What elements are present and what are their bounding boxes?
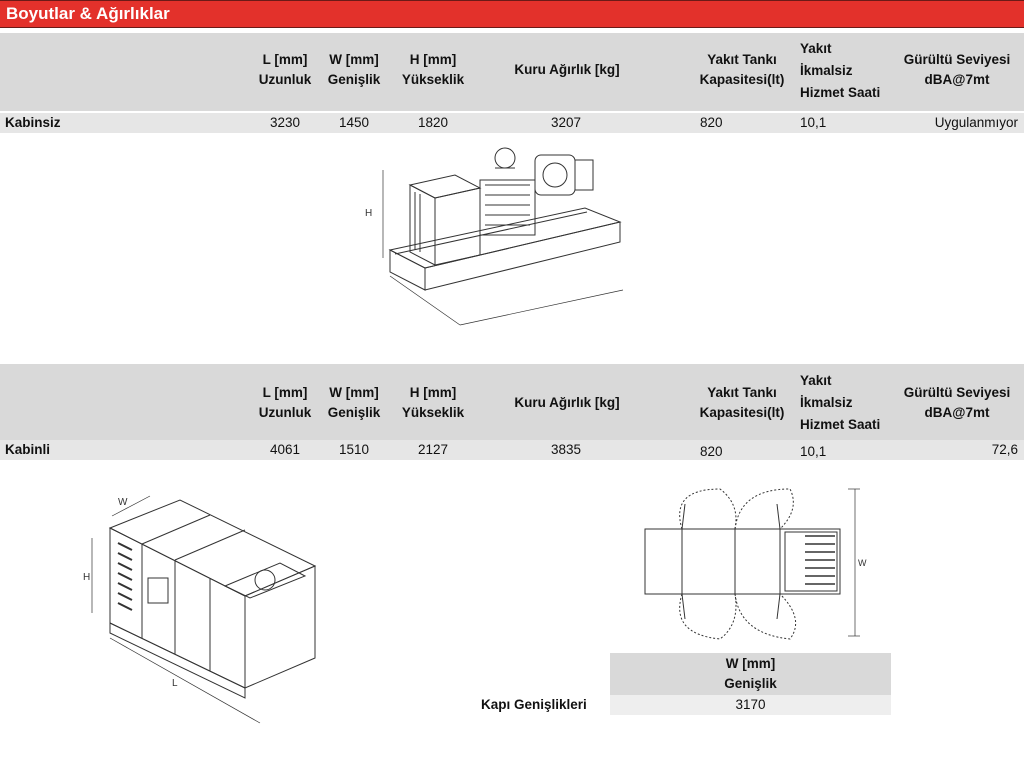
cell-service: 10,1 xyxy=(800,444,827,459)
section-title-bar xyxy=(0,0,1024,28)
section-title: Boyutlar & Ağırlıklar xyxy=(6,4,170,23)
header-service: Yakıt İkmalsiz Hizmet Saati xyxy=(800,373,881,432)
row-label: Kabinsiz xyxy=(5,115,61,130)
cell-length: 3230 xyxy=(270,115,301,130)
header-noise: Gürültü Seviyesi dBA@7mt xyxy=(903,385,1011,420)
door-width-header: W [mm] Genişlik xyxy=(610,653,891,695)
header-service: Yakıt İkmalsiz Hizmet Saati xyxy=(800,41,881,100)
door-opening-plan-drawing xyxy=(640,484,870,644)
cell-height: 1820 xyxy=(418,115,449,130)
header-height: H [mm] Yükseklik xyxy=(401,52,465,87)
cell-noise: 72,6 xyxy=(991,442,1018,457)
door-width-value: 3170 xyxy=(610,695,891,715)
header-tank: Yakıt Tankı Kapasitesi(lt) xyxy=(699,385,785,420)
dimension-w-mark: W xyxy=(858,558,867,568)
header-tank: Yakıt Tankı Kapasitesi(lt) xyxy=(699,52,785,87)
cell-width: 1450 xyxy=(339,115,370,130)
header-weight: Kuru Ağırlık [kg] xyxy=(514,62,620,77)
dimension-l-mark: L xyxy=(172,678,178,689)
canopy-generator-drawing xyxy=(80,488,320,733)
dimension-h-mark: H xyxy=(365,208,373,219)
table-row-canopy xyxy=(0,440,1024,460)
header-noise: Gürültü Seviyesi dBA@7mt xyxy=(903,52,1011,87)
cell-service: 10,1 xyxy=(800,115,827,130)
door-width-label: Kapı Genişlikleri xyxy=(481,697,587,712)
cell-weight: 3207 xyxy=(551,115,582,130)
cell-tank: 820 xyxy=(700,115,723,130)
cell-width: 1510 xyxy=(339,442,370,457)
cell-noise: Uygulanmıyor xyxy=(934,115,1018,130)
cell-length: 4061 xyxy=(270,442,301,457)
cell-weight: 3835 xyxy=(551,442,582,457)
row-label: Kabinli xyxy=(5,442,51,457)
table-header-canopy xyxy=(0,364,1024,442)
header-height: H [mm] Yükseklik xyxy=(401,385,465,420)
table-header-open xyxy=(0,33,1024,111)
open-generator-drawing xyxy=(355,140,630,340)
header-weight: Kuru Ağırlık [kg] xyxy=(514,395,620,410)
table-row-open xyxy=(0,113,1024,133)
header-length: L [mm] Uzunluk xyxy=(258,52,312,87)
dimension-h-mark: H xyxy=(83,572,91,583)
header-length: L [mm] Uzunluk xyxy=(258,385,312,420)
cell-height: 2127 xyxy=(418,442,449,457)
header-width: W [mm] Genişlik xyxy=(327,52,381,87)
dimension-w-mark: W xyxy=(118,497,128,508)
header-width: W [mm] Genişlik xyxy=(327,385,381,420)
cell-tank: 820 xyxy=(700,444,723,459)
